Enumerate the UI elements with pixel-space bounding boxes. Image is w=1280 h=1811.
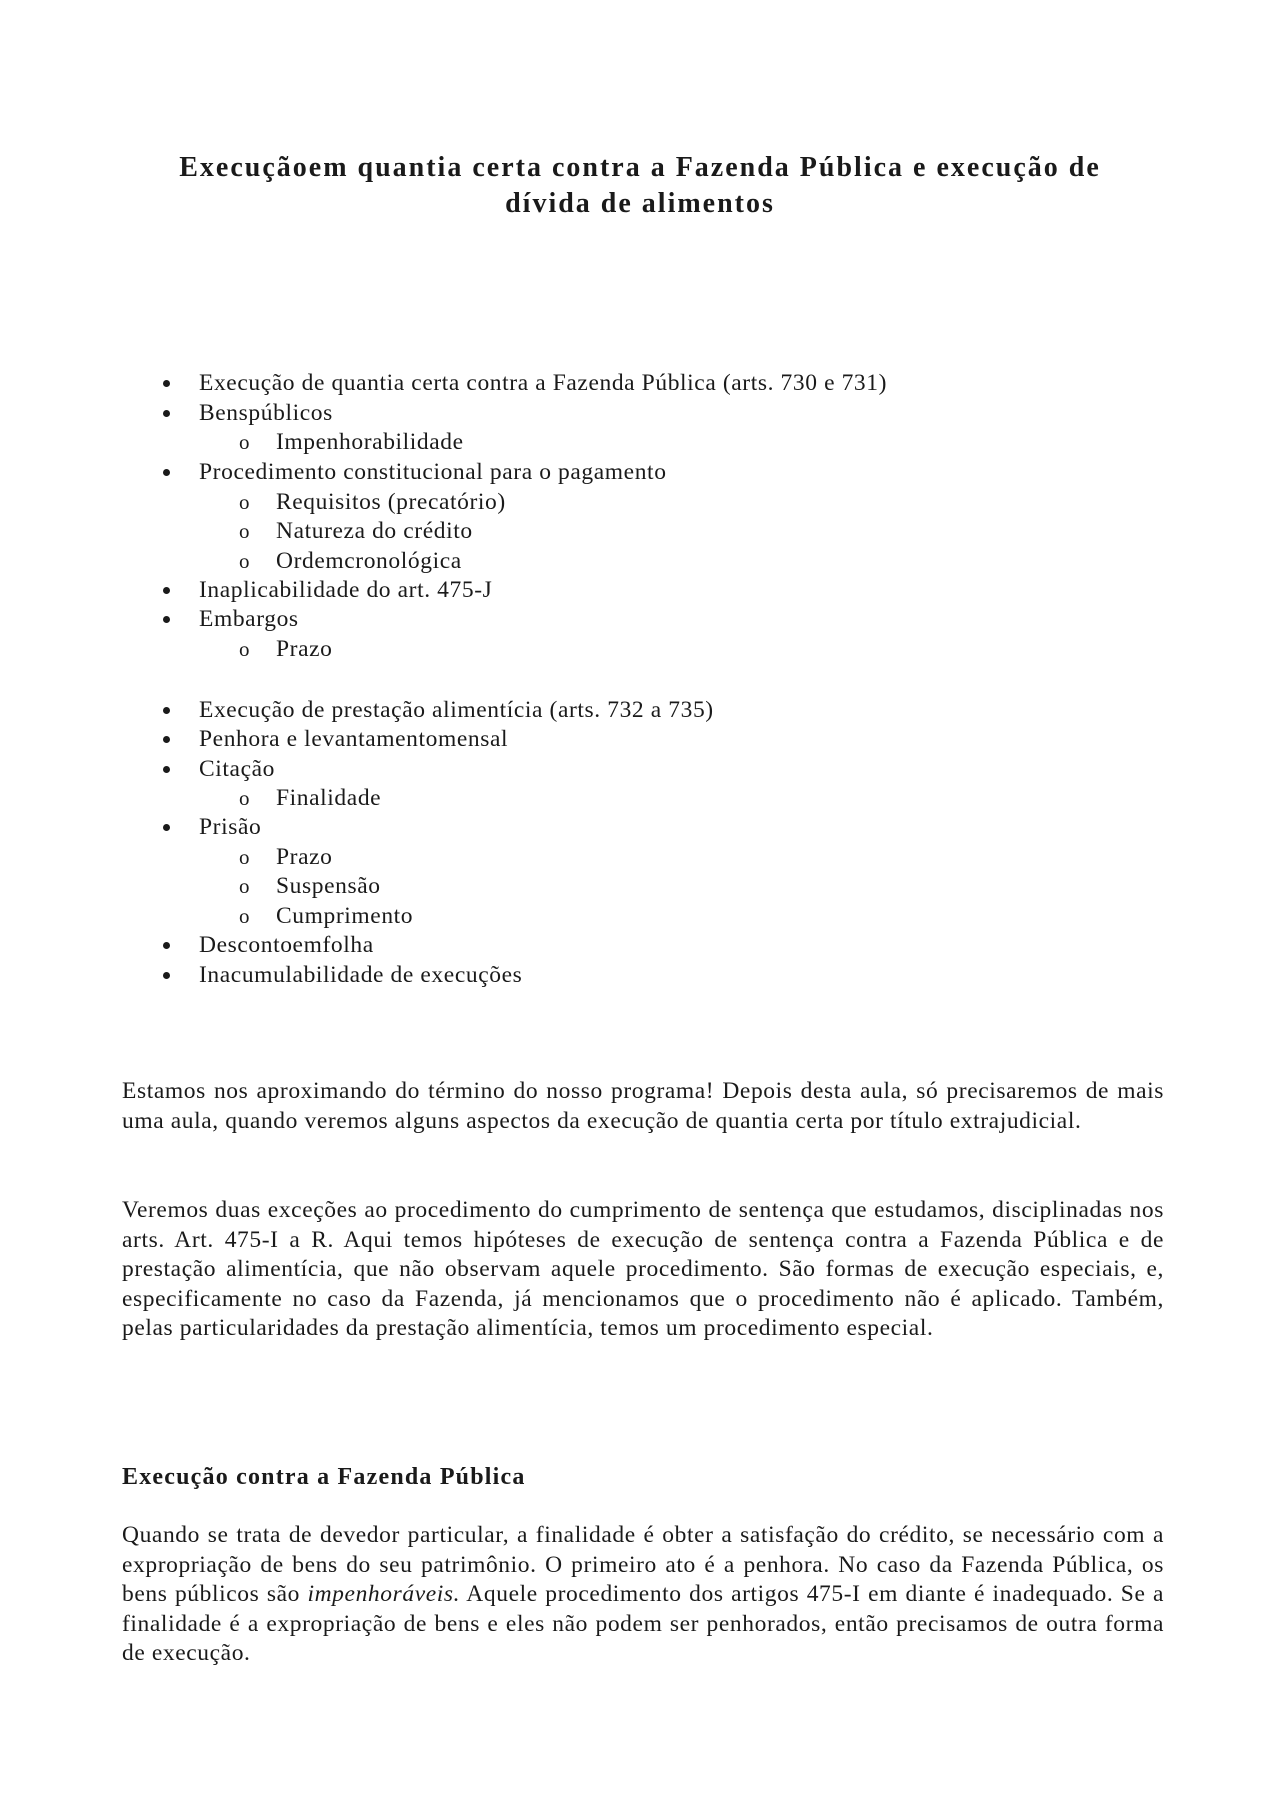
outline-item: Prisão <box>199 814 262 840</box>
outline-item: Citação <box>199 756 275 782</box>
outline-item: Penhora e levantamentomensal <box>199 726 509 752</box>
bullet-icon <box>163 410 170 417</box>
bullet-icon <box>163 824 170 831</box>
intro-paragraph-1: Estamos nos aproximando do término do nosso programa! Depois desta aula, só precisaremos de mais uma aula, quando veremos alguns aspectos da execução de quantia certa por título extrajudicial. <box>122 1078 1164 1134</box>
body-text-end: Aquele procedimento dos artigos 475-I em diante é inadequado. Se a finalidade é a expropriação de bens e eles não podem ser penhorados, então precisamos de outra forma de execução. <box>122 1581 1164 1666</box>
outline-item: Inacumulabilidade de execuções <box>199 962 523 988</box>
outline-item: Benspúblicos <box>199 400 333 426</box>
sub-bullet-marker: o <box>239 490 251 514</box>
outline-subitem: Prazo <box>276 844 333 870</box>
bullet-icon <box>163 707 170 714</box>
outline-subitem: Impenhorabilidade <box>276 429 464 455</box>
bullet-icon <box>163 469 170 476</box>
document-title <box>120 150 1160 222</box>
sub-bullet-marker: o <box>239 904 251 928</box>
sub-bullet-marker: o <box>239 637 251 661</box>
outline-item: Execução de quantia certa contra a Fazenda Pública (arts. 730 e 731) <box>199 370 888 396</box>
sub-bullet-marker: o <box>239 845 251 869</box>
bullet-icon <box>163 766 170 773</box>
bullet-icon <box>163 736 170 743</box>
sub-bullet-marker: o <box>239 874 251 898</box>
title-line-2: dívida de alimentos <box>505 188 775 219</box>
bullet-icon <box>163 972 170 979</box>
sub-bullet-marker: o <box>239 519 251 543</box>
body-paragraph <box>122 1521 1164 1669</box>
outline-subitem: Suspensão <box>276 873 381 899</box>
outline-subitem: Natureza do crédito <box>276 518 473 544</box>
outline-item: Descontoemfolha <box>199 932 374 958</box>
outline-item: Embargos <box>199 606 299 632</box>
outline-subitem: Prazo <box>276 636 333 662</box>
sub-bullet-marker: o <box>239 786 251 810</box>
bullet-icon <box>163 380 170 387</box>
sub-bullet-marker: o <box>239 549 251 573</box>
outline-subitem: Ordemcronológica <box>276 548 462 574</box>
body-text-italic: impenhoráveis. <box>307 1581 461 1607</box>
intro-paragraph-2: Veremos duas exceções ao procedimento do cumprimento de sentença que estudamos, disciplinadas nos arts. Art. 475-I a R. Aqui temos hipóteses de execução de sentença contra a Fazenda Pública e de prestação alimentícia, que não observam aquele procedimento. São formas de execução especiais, e, especificamente no caso da Fazenda, já mencionamos que o procedimento não é aplicado. Também, pelas particularidades da prestação alimentícia, temos um procedimento especial. <box>122 1197 1164 1341</box>
bullet-icon <box>163 942 170 949</box>
title-line-1: Execuçãoem quantia certa contra a Fazenda Pública e execução de <box>179 152 1101 183</box>
outline-subitem: Finalidade <box>276 785 382 811</box>
outline-item: Procedimento constitucional para o pagamento <box>199 459 667 485</box>
sub-bullet-marker: o <box>239 430 251 454</box>
body-text-start: Quando se trata de devedor particular, a finalidade é obter a satisfação do crédito, se necessário com a expropriação de bens do seu patrimônio. O primeiro ato é a penhora. No caso da Fazenda Pública, os bens públicos são <box>122 1522 1164 1607</box>
bullet-icon <box>163 587 170 594</box>
outline-subitem: Cumprimento <box>276 903 414 929</box>
outline-item: Execução de prestação alimentícia (arts. 732 a 735) <box>199 697 714 723</box>
outline-subitem: Requisitos (precatório) <box>276 489 506 515</box>
bullet-icon <box>163 616 170 623</box>
section-heading: Execução contra a Fazenda Pública <box>122 1464 526 1490</box>
outline-item: Inaplicabilidade do art. 475-J <box>199 577 493 603</box>
